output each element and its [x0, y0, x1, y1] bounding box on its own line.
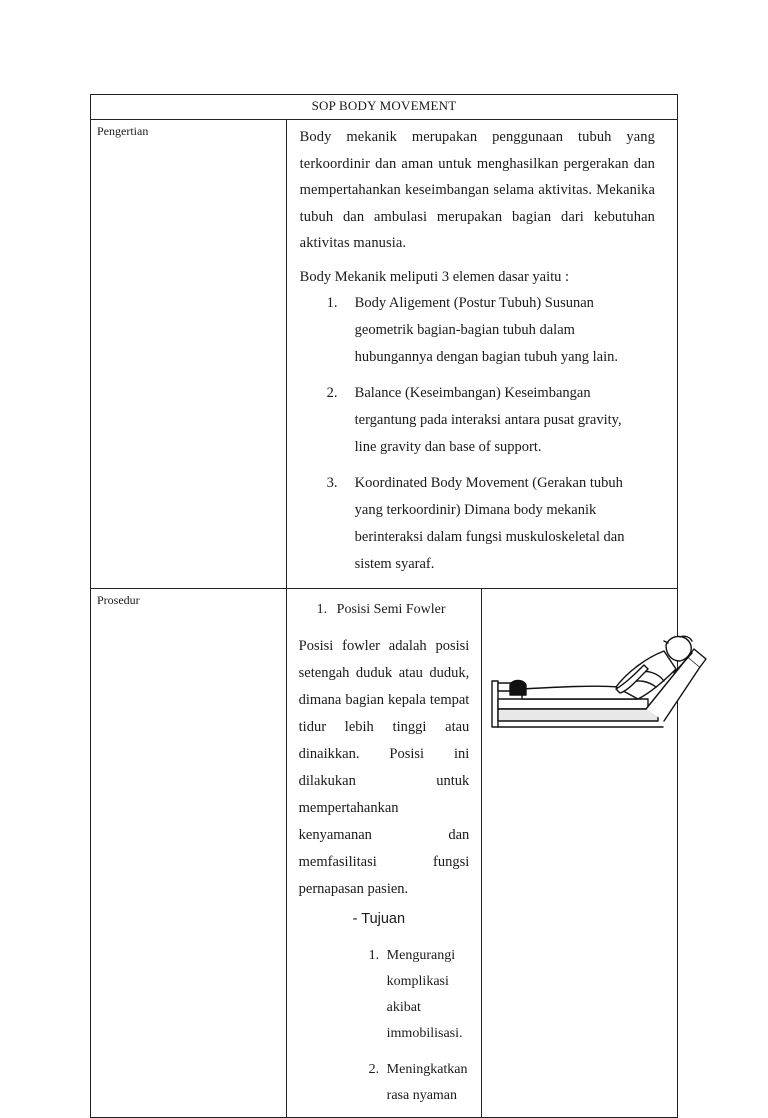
list-item-number: 2. [326, 384, 338, 401]
document-title: SOP BODY MOVEMENT [91, 95, 678, 120]
procedure-item-title-text: Posisi Semi Fowler [336, 601, 446, 617]
list-item-number: 3. [326, 474, 338, 491]
list-item-number: 2. [368, 1061, 380, 1077]
list-item [300, 380, 655, 461]
list-item-number: 1. [368, 947, 380, 963]
semi-fowler-illustration [488, 629, 708, 729]
procedure-paragraph: Posisi fowler adalah posisi setengah duduk atau duduk, dimana bagian kepala tempat tidur lebih tinggi atau dinaikkan. Posisi ini dilakukan untuk mempertahankan kenyamanan dan memfasilitasi fungsi pernapasan pasien. [298, 637, 470, 897]
list-item-text: Meningkatkan rasa nyaman [386, 1061, 468, 1103]
procedure-label: Prosedur [91, 588, 287, 1117]
list-item [300, 470, 655, 578]
procedure-text-cell [286, 588, 482, 1117]
list-item [299, 943, 470, 1047]
elements-list [300, 290, 655, 578]
goals-list [299, 943, 470, 1109]
list-item [299, 1057, 470, 1109]
elements-intro: Body Mekanik meliputi 3 elemen dasar yaitu : [299, 268, 570, 285]
tujuan-heading: - Tujuan [352, 910, 406, 927]
procedure-item-title [317, 599, 470, 621]
procedure-item-number: 1. [316, 601, 328, 617]
definition-row [91, 120, 678, 589]
list-item-text: Balance (Keseimbangan) Keseimbangan tergantung pada interaksi antara pusat gravity, line gravity dan base of support. [354, 384, 622, 455]
definition-label: Pengertian [91, 120, 287, 589]
procedure-row [91, 588, 678, 1117]
list-item-number: 1. [326, 294, 338, 311]
procedure-image-cell [482, 588, 678, 1117]
definition-paragraph: Body mekanik merupakan penggunaan tubuh yang terkoordinir dan aman untuk menghasilkan pergerakan dan mempertahankan keseimbangan selama aktivitas. Mekanika tubuh dan ambulasi merupakan bagian dari kebutuhan aktivitas manusia. [299, 129, 655, 251]
list-item-text: Body Aligement (Postur Tubuh) Susunan geometrik bagian-bagian tubuh dalam hubungannya dengan bagian tubuh yang lain. [354, 294, 619, 365]
list-item-text: Mengurangi komplikasi akibat immobilisasi. [386, 947, 463, 1041]
title-row [91, 95, 678, 120]
list-item [300, 290, 655, 371]
list-item-text: Koordinated Body Movement (Gerakan tubuh yang terkoordinir) Dimana body mekanik berinteraksi dalam fungsi muskuloskeletal dan sistem syaraf. [354, 474, 625, 572]
definition-cell [286, 120, 677, 589]
sop-table [90, 94, 678, 1118]
